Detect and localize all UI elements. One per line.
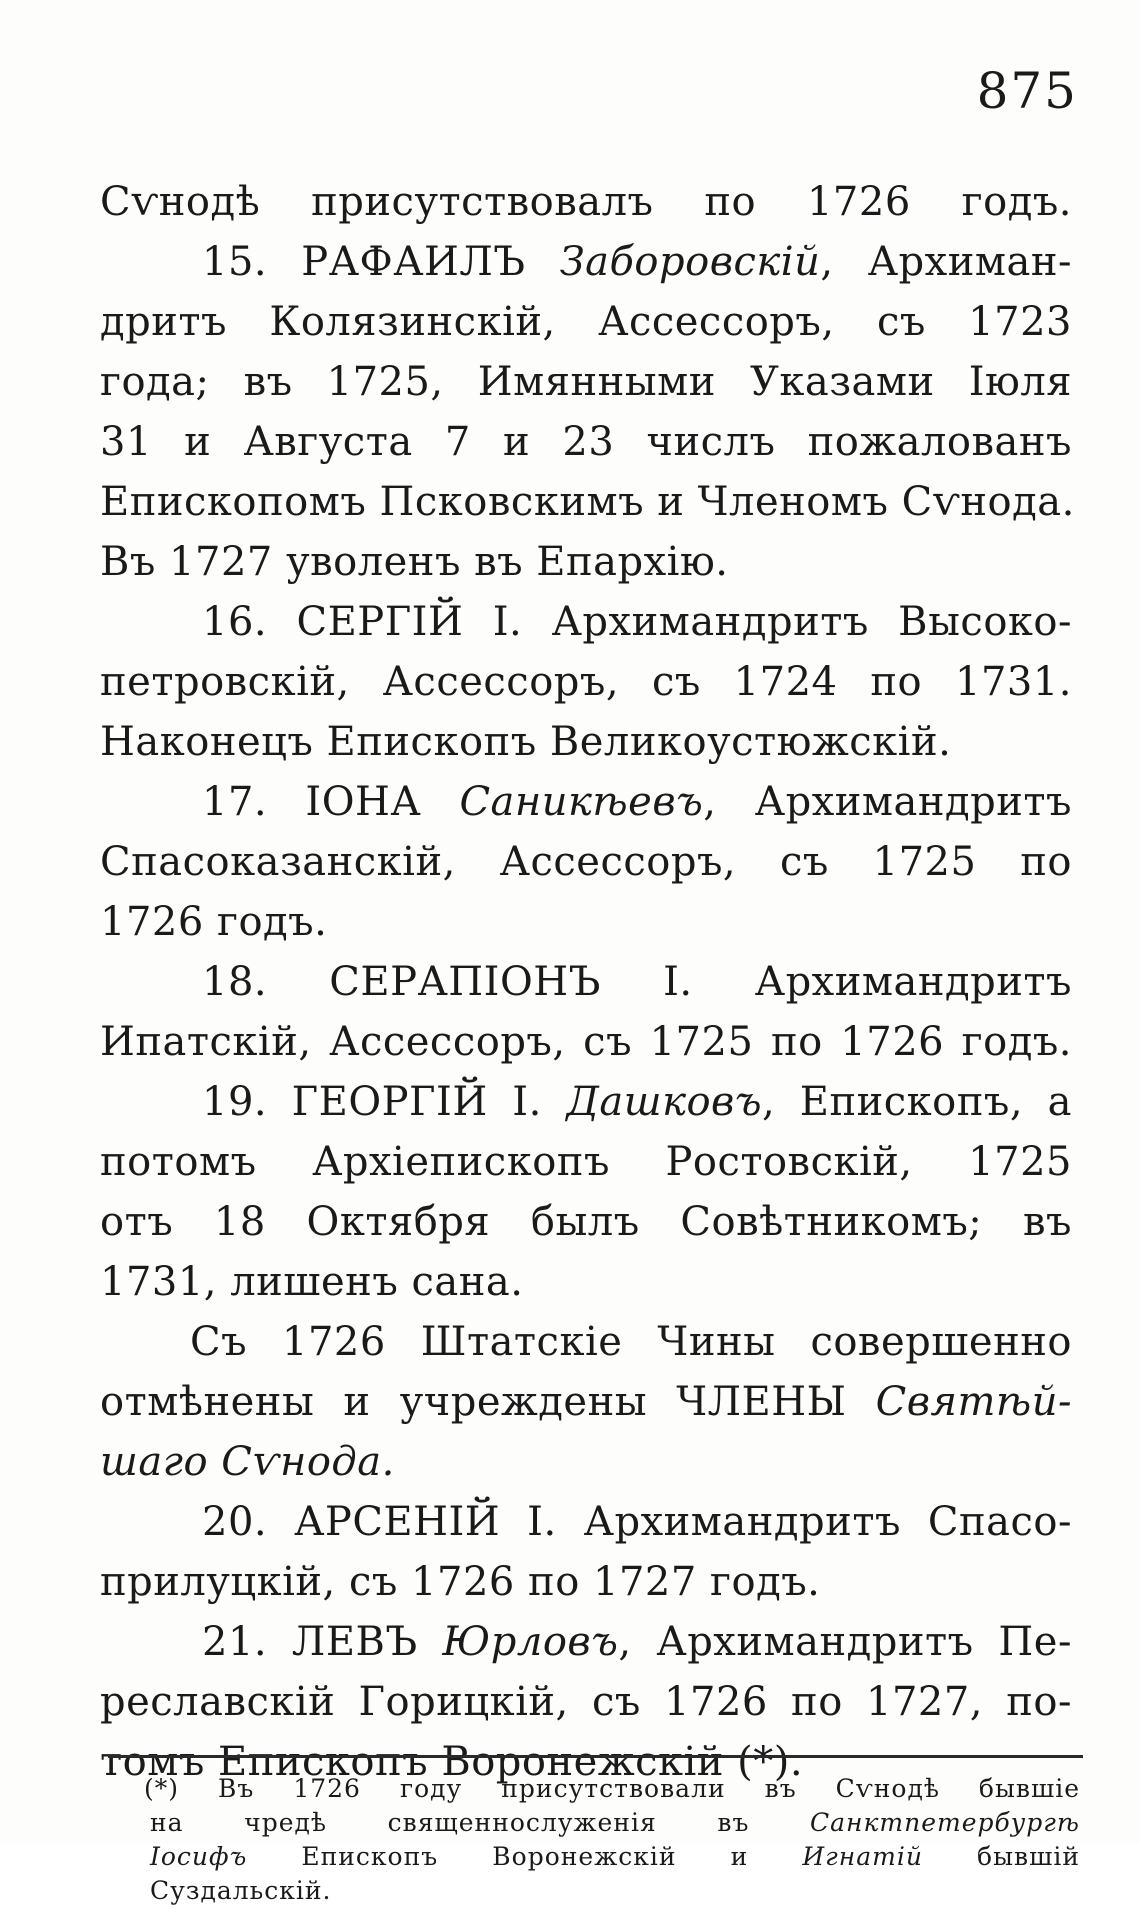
entry-21-heading: 21. ЛЕВЪ Юрловъ, Архимандритъ Пе- [202,1619,1072,1665]
text-line: Наконецъ Епископъ Великоустюжскій. [100,719,952,765]
page-number: 875 [976,62,1078,120]
text-line: прилуцкій, съ 1726 по 1727 годъ. [100,1559,821,1605]
text-line: Въ 1727 уволенъ въ Епархію. [100,539,729,585]
text-line: Епископомъ Псковскимъ и Членомъ Сѵнода. [100,479,1075,525]
text-line: 1731, лишенъ сана. [100,1259,524,1305]
footnote-line: на чредѣ священнослуженія въ Санктпетербургѣ [150,1808,1080,1837]
text-line: отмѣнены и учреждены ЧЛЕНЫ Святѣй- [100,1379,1072,1425]
footnote-line: (*) Въ 1726 году присутствовали въ Сѵнодѣ бывшіе [144,1774,1080,1803]
footnote-line: Іосифъ Епископъ Воронежскій и Игнатій бывшій [150,1842,1080,1871]
paragraph-note-start: Съ 1726 Штатскіе Чины совершенно [190,1319,1072,1365]
footnote [144,1772,1080,1908]
text-line: отъ 18 Октября былъ Совѣтникомъ; въ [100,1199,1072,1245]
text-line: петровскій, Ассессоръ, съ 1724 по 1731. [100,659,1072,705]
entry-15-heading: 15. РАФАИЛЪ Заборовскій, Архиман- [202,239,1072,285]
text-line: шаго Сѵнода. [100,1439,395,1485]
entry-18-heading: 18. СЕРАПІОНЪ I. Архимандритъ [202,959,1072,1005]
entry-16-heading: 16. СЕРГІЙ I. Архимандритъ Высоко- [202,599,1072,645]
footnote-line: Суздальскій. [150,1876,332,1905]
entry-19-heading: 19. ГЕОРГІЙ I. Дашковъ, Епископъ, а [202,1079,1072,1125]
entry-17-heading: 17. ІОНА Саникѣевъ, Архимандритъ [202,779,1072,825]
text-line: 1726 годъ. [100,899,328,945]
text-line: реславскій Горицкій, съ 1726 по 1727, по- [100,1679,1072,1725]
text-line: Сѵнодѣ присутствовалъ по 1726 годъ. [100,179,1072,225]
text-line: 31 и Августа 7 и 23 числъ пожалованъ [100,419,1072,465]
text-line: томъ Епископъ Воронежскій (*). [100,1739,804,1785]
text-line: дритъ Колязинскій, Ассессоръ, съ 1723 [100,299,1072,345]
body-text [100,172,1075,1792]
text-line: потомъ Архіепископъ Ростовскій, 1725 [100,1139,1072,1185]
text-line: Ипатскій, Ассессоръ, съ 1725 по 1726 годъ. [100,1019,1072,1065]
footnote-divider [108,1755,1083,1758]
text-line: года; въ 1725, Имянными Указами Іюля [100,359,1072,405]
text-line: Спасоказанскій, Ассессоръ, съ 1725 по [100,839,1072,885]
entry-20-heading: 20. АРСЕНІЙ I. Архимандритъ Спасо- [202,1499,1072,1545]
